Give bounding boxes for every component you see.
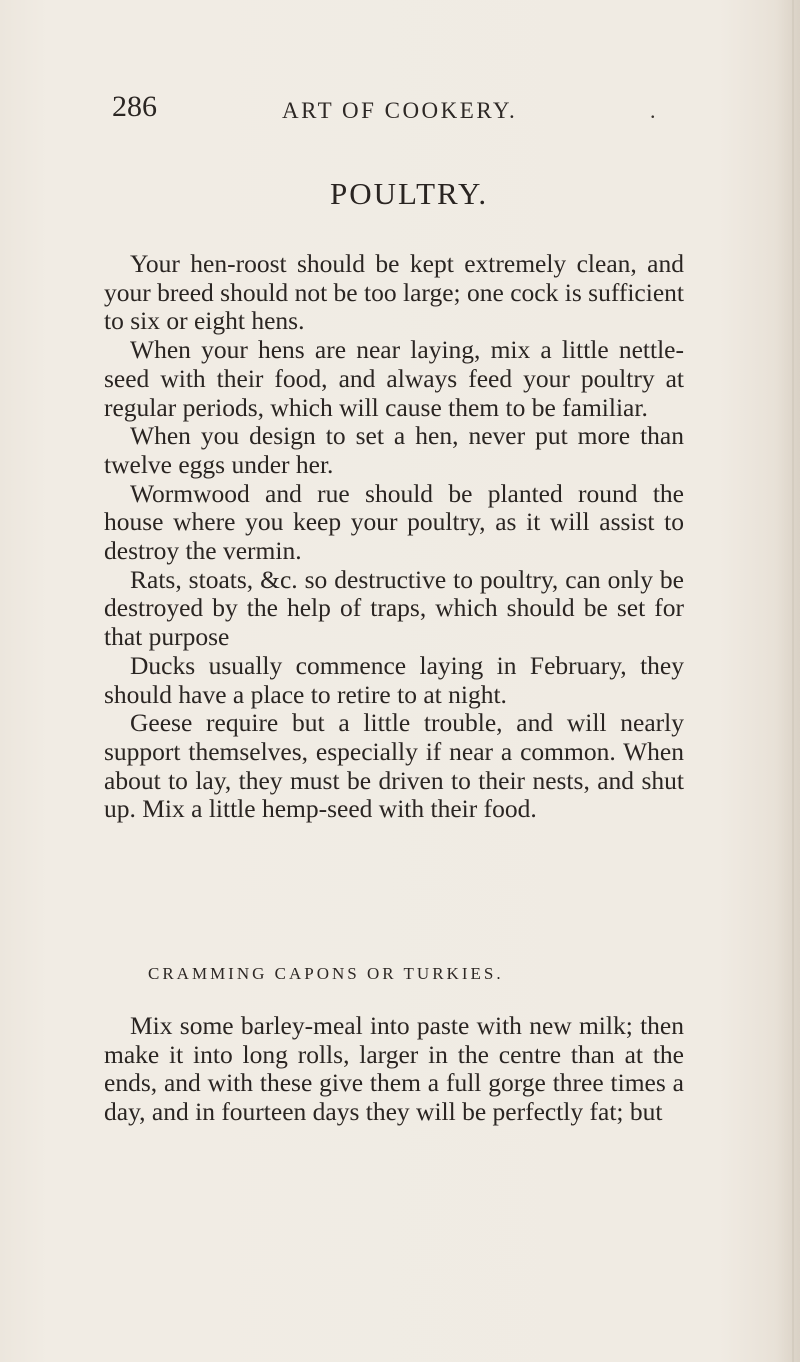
page-number: 286 [112,90,157,123]
paragraph-cramming: Mix some barley-meal into paste with new milk; then make it into long rolls, larger in the centre than at the ends, and with these give them a full gorge three times a day, and in fourteen days they will be perfectly fat; but [104,1011,684,1127]
paragraph-rats: Rats, stoats, &c. so destructive to poultry, can only be destroyed by the help of traps, which should be set for that purpose [104,564,684,652]
paragraph-wormwood: Wormwood and rue should be planted round the house where you keep your poultry, as it will assist to destroy the vermin. [104,478,684,566]
paragraph-laying: When your hens are near laying, mix a little nettle-seed with their food, and always feed your poultry at regular periods, which will cause them to be familiar. [104,335,684,422]
paragraph-ducks: Ducks usually commence laying in February, they should have a place to retire to at night. [104,650,684,709]
page-header [112,90,672,130]
section-title: POULTRY. [330,176,489,211]
poultry-text-block [104,250,684,824]
subheading-cramming: CRAMMING CAPONS OR TURKIES. [148,964,504,983]
stray-mark: . [650,98,656,123]
paragraph-geese: Geese require but a little trouble, and will nearly support themselves, especially if near a common. When about to lay, they must be driven to their nests, and shut up. Mix a little hemp-seed with their food. [104,708,684,824]
paragraph-hen-roost: Your hen-roost should be kept extremely clean, and your breed should not be too large; one cock is sufficient to six or eight hens. [104,249,684,336]
cramming-text-block [104,1012,684,1127]
page-edge-shadow [792,0,794,1362]
paragraph-setting-hen: When you design to set a hen, never put more than twelve eggs under her. [104,421,684,479]
running-head: ART OF COOKERY. [282,98,518,123]
